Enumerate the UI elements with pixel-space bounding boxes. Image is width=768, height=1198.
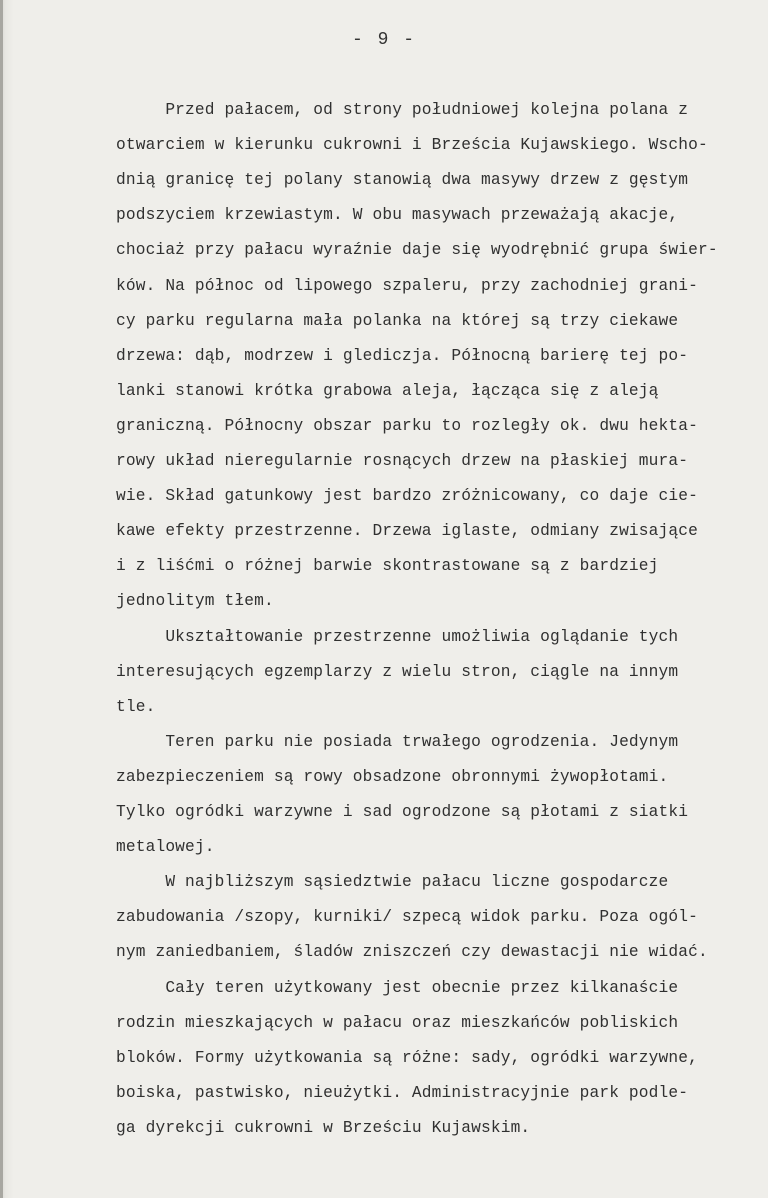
text-line: W najbliższym sąsiedztwie pałacu liczne gospodarcze <box>116 873 669 892</box>
text-line: Teren parku nie posiada trwałego ogrodzenia. Jedynym <box>116 732 679 751</box>
text-line: Tylko ogródki warzywne i sad ogrodzone są płotami z siatki <box>116 803 689 821</box>
text-line: Ukształtowanie przestrzenne umożliwia oglądanie tych <box>116 627 679 646</box>
text-line: Przed pałacem, od strony południowej kolejna polana z <box>116 101 689 119</box>
text-line: chociaż przy pałacu wyraźnie daje się wyodrębnić grupa świer- <box>116 241 718 260</box>
text-line: boiska, pastwisko, nieużytki. Administracyjnie park podle- <box>116 1083 689 1102</box>
text-line: Cały teren użytkowany jest obecnie przez kilkanaście <box>116 978 679 997</box>
text-line: podszyciem krzewiastym. W obu masywach przeważają akacje, <box>116 206 679 225</box>
page-edge <box>0 0 3 1198</box>
text-line: graniczną. Północny obszar parku to rozległy ok. dwu hekta- <box>116 416 698 435</box>
text-line: i z liśćmi o różnej barwie skontrastowane są z bardziej <box>116 557 659 576</box>
text-line: jednolitym tłem. <box>116 592 274 611</box>
text-line: tle. <box>116 697 156 716</box>
text-line: wie. Skład gatunkowy jest bardzo zróżnicowany, co daje cie- <box>116 487 698 506</box>
text-line: metalowej. <box>116 838 215 857</box>
text-line: cy parku regularna mała polanka na której są trzy ciekawe <box>116 311 679 330</box>
text-line: ga dyrekcji cukrowni w Brześciu Kujawskim. <box>116 1118 531 1137</box>
text-line: drzewa: dąb, modrzew i glediczja. Północną barierę tej po- <box>116 346 689 365</box>
text-line: rowy układ nieregularnie rosnących drzew na płaskiej mura- <box>116 452 689 470</box>
text-line: kawe efekty przestrzenne. Drzewa iglaste, odmiany zwisające <box>116 522 698 541</box>
text-line: nym zaniedbaniem, śladów zniszczeń czy dewastacji nie widać. <box>116 943 708 962</box>
page-number: - 9 - <box>351 30 416 50</box>
text-line: lanki stanowi krótka grabowa aleja, łącząca się z aleją <box>116 381 659 400</box>
text-line: ków. Na północ od lipowego szpaleru, przy zachodniej grani- <box>116 276 698 295</box>
text-line: otwarciem w kierunku cukrowni i Brześcia Kujawskiego. Wscho- <box>116 136 708 155</box>
text-line: dnią granicę tej polany stanowią dwa masywy drzew z gęstym <box>116 171 689 190</box>
text-line: rodzin mieszkających w pałacu oraz mieszkańców pobliskich <box>116 1013 679 1032</box>
text-line: bloków. Formy użytkowania są różne: sady, ogródki warzywne, <box>116 1048 698 1067</box>
text-line: interesujących egzemplarzy z wielu stron, ciągle na innym <box>116 662 679 681</box>
text-line: zabudowania /szopy, kurniki/ szpecą widok parku. Poza ogól- <box>116 908 698 927</box>
text-line: zabezpieczeniem są rowy obsadzone obronnymi żywopłotami. <box>116 767 669 786</box>
